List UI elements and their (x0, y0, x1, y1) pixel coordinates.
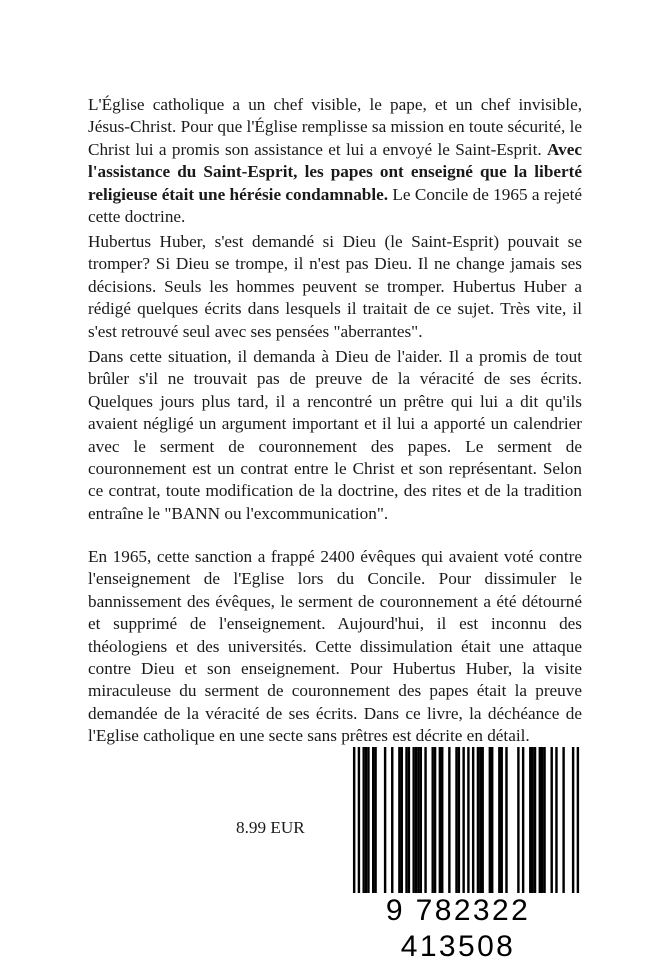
barcode-bar (353, 747, 355, 917)
barcode-bar (439, 747, 441, 895)
barcode-bar (462, 747, 464, 917)
barcode-bar (481, 747, 483, 895)
barcode-bar (577, 747, 579, 917)
barcode-bar (522, 747, 524, 895)
paragraph-2-text: Hubertus Huber, s'est demandé si Dieu (le Saint-Esprit) pouvait se tromper? Si Dieu se trompe, il n'est pas Dieu. Il ne change jamais ses décisions. Seuls les hommes peuvent se tromper. Hubertus Huber a rédigé quelques écrits dans lesquels il traitait de ce sujet. Très vite, il s'est retrouvé seul avec ses pensées "aberrantes". (88, 232, 582, 341)
barcode-bar (491, 747, 493, 895)
barcode-bar (434, 747, 436, 895)
barcode-bar (550, 747, 552, 895)
barcode-bar (555, 747, 557, 895)
barcode-bar (415, 747, 417, 895)
paragraph-1-bold-statement: Avec l'assistance du Saint-Esprit, les papes ont enseigné que la liberté religieuse était une hérésie condamnable. (88, 139, 582, 204)
barcode-bar (391, 747, 393, 895)
paragraph-3-text: Dans cette situation, il demanda à Dieu de l'aider. Il a promis de tout brûler s'il ne trouvait pas de preuve de la véracité de ses écrits. Quelques jours plus tard, il a rencontré un prêtre qui lui a dit qu'ils avaient négligé un argument important et il lui a apporté un calendrier avec le serment de couronnement des papes. Le serment de couronnement est un contrat entre le Christ et son représentant. Selon ce contrat, toute modification de la doctrine, des rites et de la tradition entraîne le "BANN ou l'excommunication". (88, 347, 582, 523)
barcode-bar (362, 747, 364, 895)
paragraph-3 (88, 346, 582, 525)
paragraph-1 (88, 94, 582, 228)
paragraph-2 (88, 231, 582, 343)
barcode-bar (467, 747, 469, 917)
barcode-bar (441, 747, 443, 895)
barcode-bar (424, 747, 426, 895)
barcode-bar (431, 747, 433, 895)
barcode-digits: 9 782322 413508 (332, 893, 584, 929)
barcode-bar (534, 747, 536, 895)
barcode-bar (455, 747, 457, 895)
barcode-bar (420, 747, 422, 895)
barcode-bar (477, 747, 479, 895)
barcode-bar (398, 747, 400, 895)
barcode-bar (543, 747, 545, 895)
barcode-bar (358, 747, 360, 917)
barcode-bar (408, 747, 410, 895)
barcode-bar (458, 747, 460, 895)
barcode-bar (401, 747, 403, 895)
barcode-bar (365, 747, 367, 895)
paragraph-1-text-end: Le Concile de 1965 a rejeté cette doctrine. (88, 184, 583, 227)
barcode-bar (529, 747, 531, 895)
barcode-bar (384, 747, 386, 895)
paragraph-4 (88, 546, 582, 748)
barcode-bar (562, 747, 564, 895)
barcode-bar (498, 747, 500, 895)
barcode-bar (539, 747, 541, 895)
barcode-bar (517, 747, 519, 895)
barcode-bar (367, 747, 369, 895)
barcode-bar (479, 747, 481, 895)
barcode-bar (531, 747, 533, 895)
barcode-bar (501, 747, 503, 895)
barcode-bar (374, 747, 376, 895)
barcode-bar (417, 747, 419, 895)
barcode-bar (572, 747, 574, 917)
barcode-bar (448, 747, 450, 895)
paragraph-1-text-start: L'Église catholique a un chef visible, le pape, et un chef invisible, Jésus-Christ. Pour que l'Église remplisse sa mission en toute sécurité, le Christ lui a promis son assistance et lui a envoyé le Saint-Esprit. (88, 95, 582, 159)
price-label: 8.99 EUR (236, 818, 305, 837)
barcode-bar (372, 747, 374, 895)
paragraph-4-text: En 1965, cette sanction a frappé 2400 évêques qui avaient voté contre l'enseignement de l'Eglise lors du Concile. Pour dissimuler le bannissement des évêques, le serment de couronnement a été détourné et supprimé de l'enseignement. Aujourd'hui, il est inconnu des théologiens et des universités. Cette dissimulation était une attaque contre Dieu et son enseignement. Pour Hubertus Huber, la visite miraculeuse du serment de couronnement des papes était la preuve demandée de la véracité de ses écrits. Dans ce livre, la déchéance de l'Eglise catholique en une secte sans prêtres est décrite en détail. (88, 547, 582, 746)
barcode-bar (412, 747, 414, 895)
barcode-bar (405, 747, 407, 895)
isbn-barcode (332, 747, 584, 963)
barcode-bar (489, 747, 491, 895)
barcode-bar (472, 747, 474, 895)
barcode-bar (505, 747, 507, 895)
barcode-bar (541, 747, 543, 895)
